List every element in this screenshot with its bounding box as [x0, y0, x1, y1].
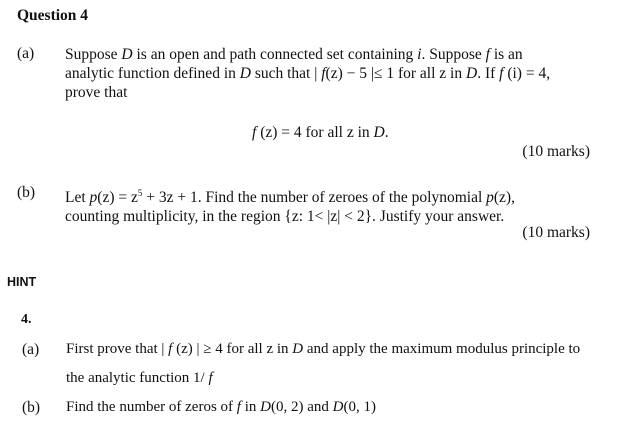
part-a-marks: (10 marks) [522, 143, 590, 160]
part-a-label: (a) [17, 45, 35, 62]
hint-a-label: (a) [22, 341, 40, 358]
part-a-line-3: prove that [65, 84, 128, 101]
question-title: Question 4 [17, 7, 89, 24]
hint-b-line-1: Find the number of zeros of f in D(0, 2) and D(0, 1) [66, 399, 376, 415]
part-a-line-1: Suppose D is an open and path connected set containing i. Suppose f is an [65, 46, 523, 63]
part-b-text [65, 184, 590, 226]
hint-a-line-2: the analytic function 1/ f [66, 370, 213, 386]
part-a-text [65, 45, 590, 102]
hint-b-label: (b) [22, 399, 41, 416]
part-b-marks: (10 marks) [522, 224, 590, 241]
part-b-label: (b) [17, 184, 36, 201]
part-a-line-2: analytic function defined in D such that | f(z) − 5 |≤ 1 for all z in D. If f (i) = 4, [65, 65, 551, 82]
part-b-line-1: Let $p(z) = z^5 + 3z + 1$. Find the number of zeroes of the polynomial p(z), [65, 188, 515, 206]
hint-number: 4. [21, 312, 32, 327]
part-a-display-equation: f (z) = 4 for all z in D. [252, 124, 389, 141]
hint-a-line-1: First prove that | f (z) | ≥ 4 for all z in D and apply the maximum modulus principle to [66, 341, 581, 357]
hint-heading: HINT [7, 275, 37, 289]
part-b-line-2: counting multiplicity, in the region {z: 1< |z| < 2}. Justify your answer. [65, 208, 505, 225]
